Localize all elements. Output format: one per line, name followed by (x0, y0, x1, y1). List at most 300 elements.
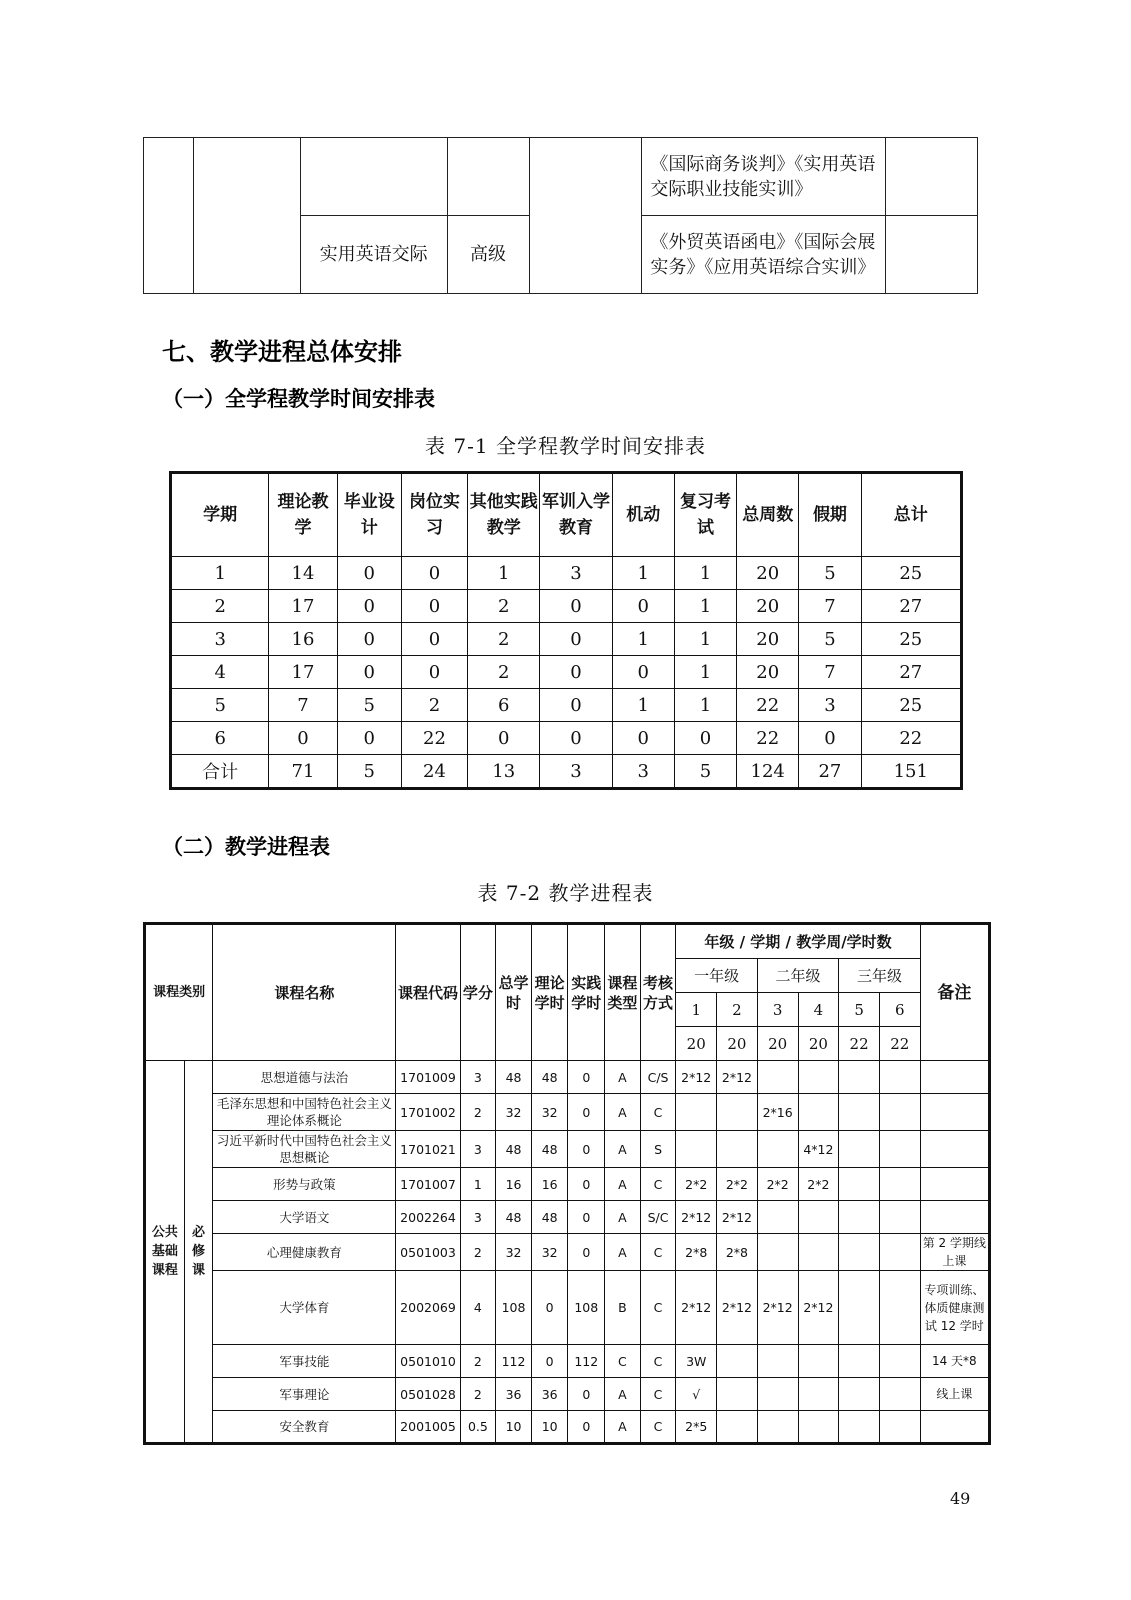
table-cell: 22 (737, 722, 799, 755)
table-cell: 20 (737, 557, 799, 590)
table-row (145, 1345, 990, 1378)
semester-6-hours (879, 1168, 920, 1201)
header-cell: 假期 (799, 473, 861, 557)
table-cell: 5 (799, 623, 861, 656)
practice-hours: 0 (568, 1201, 605, 1234)
practice-hours: 0 (568, 1094, 605, 1131)
table-cell: 17 (269, 590, 337, 623)
table-cell: 25 (861, 689, 961, 722)
subsection-title: （二）教学进程表 (162, 835, 330, 859)
course-name: 心理健康教育 (213, 1234, 396, 1271)
header-year-1: 一年级 (676, 959, 757, 993)
table-row (145, 1271, 990, 1345)
semester-4-hours (798, 1061, 839, 1094)
table-cell: 3 (799, 689, 861, 722)
total-hours: 10 (496, 1411, 532, 1444)
header-semester: 2 (717, 993, 758, 1027)
course-name: 形势与政策 (213, 1168, 396, 1201)
semester-6-hours (879, 1201, 920, 1234)
semester-4-hours: 2*12 (798, 1271, 839, 1345)
semester-5-hours (839, 1131, 880, 1168)
table-cell: 0 (269, 722, 337, 755)
header-schedule: 年级 / 学期 / 教学周/学时数 (676, 924, 920, 959)
header-cell: 总周数 (737, 473, 799, 557)
semester-6-hours (879, 1131, 920, 1168)
table-cell: 0 (337, 656, 401, 689)
semester-1-hours (676, 1131, 717, 1168)
practice-hours: 0 (568, 1234, 605, 1271)
table-row (145, 1168, 990, 1201)
header-semester: 3 (757, 993, 798, 1027)
exam-method: C (640, 1345, 676, 1378)
course-code: 0501010 (396, 1345, 460, 1378)
category-group: 公共基础课程 (145, 1061, 185, 1444)
practice-hours: 112 (568, 1345, 605, 1378)
exam-method: C (640, 1094, 676, 1131)
table-cell (144, 138, 194, 294)
table-row (171, 656, 962, 689)
semester-3-hours (757, 1061, 798, 1094)
header-theory-hours: 理论学时 (531, 924, 568, 1061)
semester-3-hours: 2*2 (757, 1168, 798, 1201)
table-row (171, 755, 962, 789)
table-cell: 7 (799, 590, 861, 623)
table-cell: 5 (337, 689, 401, 722)
table-cell: 13 (468, 755, 540, 789)
practice-hours: 0 (568, 1411, 605, 1444)
table-row (171, 722, 962, 755)
exam-method: C (640, 1411, 676, 1444)
course-code: 0501003 (396, 1234, 460, 1271)
table-cell: 2 (468, 623, 540, 656)
table-cell: 0 (540, 689, 612, 722)
table-row (145, 1061, 990, 1094)
table-row (145, 1234, 990, 1271)
table-cell: 5 (799, 557, 861, 590)
table-cell: 0 (799, 722, 861, 755)
table-cell: 6 (171, 722, 269, 755)
table-cell: 0 (401, 656, 467, 689)
table-cell: 1 (468, 557, 540, 590)
remark (920, 1201, 989, 1234)
practice-hours: 0 (568, 1131, 605, 1168)
table-cell: 20 (737, 590, 799, 623)
practice-hours: 0 (568, 1061, 605, 1094)
table-cell: 0 (468, 722, 540, 755)
table-cell: 5 (171, 689, 269, 722)
header-remark: 备注 (920, 924, 989, 1061)
table-cell: 5 (674, 755, 736, 789)
header-weeks: 20 (757, 1027, 798, 1061)
theory-hours: 48 (531, 1061, 568, 1094)
semester-5-hours (839, 1345, 880, 1378)
table-cell: 2 (468, 656, 540, 689)
table-cell: 2 (171, 590, 269, 623)
table-cell (447, 138, 529, 216)
table-cell: 5 (337, 755, 401, 789)
course-name: 安全教育 (213, 1411, 396, 1444)
remark (920, 1061, 989, 1094)
table-cell: 1 (674, 689, 736, 722)
practice-hours: 108 (568, 1271, 605, 1345)
semester-1-hours: 2*12 (676, 1061, 717, 1094)
table-row (145, 1378, 990, 1411)
course-name: 毛泽东思想和中国特色社会主义理论体系概论 (213, 1094, 396, 1131)
table-cell: 14 (269, 557, 337, 590)
table-header-row (171, 473, 962, 557)
teaching-progress-table (143, 922, 991, 1445)
course-code: 2001005 (396, 1411, 460, 1444)
course-code: 1701021 (396, 1131, 460, 1168)
theory-hours: 32 (531, 1094, 568, 1131)
semester-2-hours (717, 1131, 758, 1168)
semester-2-hours (717, 1378, 758, 1411)
table-cell: 22 (861, 722, 961, 755)
practice-hours: 0 (568, 1168, 605, 1201)
header-credit: 学分 (460, 924, 496, 1061)
header-year-3: 三年级 (839, 959, 920, 993)
course-name: 大学体育 (213, 1271, 396, 1345)
credit: 2 (460, 1345, 496, 1378)
table-cell: 124 (737, 755, 799, 789)
header-weeks: 22 (839, 1027, 880, 1061)
table-cell: 0 (540, 590, 612, 623)
header-cell: 总计 (861, 473, 961, 557)
exam-method: S (640, 1131, 676, 1168)
credit: 4 (460, 1271, 496, 1345)
course-type: A (605, 1201, 641, 1234)
table-cell: 0 (401, 590, 467, 623)
remark: 专项训练、体质健康测试 12 学时 (920, 1271, 989, 1345)
table-row (171, 557, 962, 590)
header-cell: 其他实践教学 (468, 473, 540, 557)
table-cell: 1 (612, 557, 674, 590)
course-code: 2002264 (396, 1201, 460, 1234)
table-cell: 1 (612, 623, 674, 656)
category-sub: 必修课 (184, 1061, 213, 1444)
table-cell: 24 (401, 755, 467, 789)
semester-4-hours (798, 1094, 839, 1131)
table-cell: 1 (171, 557, 269, 590)
semester-5-hours (839, 1061, 880, 1094)
credit: 3 (460, 1131, 496, 1168)
course-level-table (143, 137, 978, 294)
table-cell: 3 (171, 623, 269, 656)
table-row (145, 1094, 990, 1131)
table-cell: 25 (861, 557, 961, 590)
semester-4-hours: 4*12 (798, 1131, 839, 1168)
course-type: A (605, 1168, 641, 1201)
table-cell: 0 (337, 557, 401, 590)
table-cell: 0 (337, 590, 401, 623)
table-cell: 0 (540, 656, 612, 689)
course-code: 1701009 (396, 1061, 460, 1094)
semester-3-hours (757, 1131, 798, 1168)
course-name: 实用英语交际 (300, 216, 447, 294)
table-cell: 6 (468, 689, 540, 722)
table-cell: 3 (540, 755, 612, 789)
course-type: A (605, 1234, 641, 1271)
table-cell: 0 (337, 623, 401, 656)
exam-method: C (640, 1234, 676, 1271)
course-type: A (605, 1131, 641, 1168)
table-cell: 7 (269, 689, 337, 722)
total-hours: 48 (496, 1201, 532, 1234)
table-cell: 0 (401, 557, 467, 590)
table-cell: 16 (269, 623, 337, 656)
semester-4-hours (798, 1378, 839, 1411)
course-type: A (605, 1411, 641, 1444)
header-year-2: 二年级 (757, 959, 838, 993)
remark: 第 2 学期线上课 (920, 1234, 989, 1271)
course-code: 0501028 (396, 1378, 460, 1411)
course-name: 军事技能 (213, 1345, 396, 1378)
theory-hours: 48 (531, 1201, 568, 1234)
table-cell: 71 (269, 755, 337, 789)
semester-6-hours (879, 1094, 920, 1131)
semester-1-hours: 3W (676, 1345, 717, 1378)
table-row (145, 1131, 990, 1168)
course-type: A (605, 1094, 641, 1131)
table-row (171, 623, 962, 656)
semester-1-hours: 2*8 (676, 1234, 717, 1271)
header-category: 课程类别 (145, 924, 213, 1061)
table-cell: 3 (612, 755, 674, 789)
remark: 14 天*8 (920, 1345, 989, 1378)
remark (920, 1411, 989, 1444)
course-type: C (605, 1345, 641, 1378)
semester-1-hours: 2*12 (676, 1271, 717, 1345)
table-cell: 0 (540, 623, 612, 656)
credit: 2 (460, 1234, 496, 1271)
table-cell: 22 (737, 689, 799, 722)
table-cell: 25 (861, 623, 961, 656)
semester-2-hours (717, 1094, 758, 1131)
table-cell (886, 138, 978, 216)
course-name: 军事理论 (213, 1378, 396, 1411)
course-level: 高级 (447, 216, 529, 294)
table-cell (300, 138, 447, 216)
table-cell: 1 (674, 656, 736, 689)
practice-hours: 0 (568, 1378, 605, 1411)
semester-5-hours (839, 1411, 880, 1444)
header-semester: 1 (676, 993, 717, 1027)
table-cell: 2 (401, 689, 467, 722)
header-cell: 毕业设计 (337, 473, 401, 557)
total-hours: 48 (496, 1061, 532, 1094)
schedule-time-table (169, 471, 963, 790)
table-cell: 151 (861, 755, 961, 789)
table-cell: 27 (861, 656, 961, 689)
course-type: A (605, 1061, 641, 1094)
table-row (171, 689, 962, 722)
table-cell: 0 (612, 722, 674, 755)
header-weeks: 20 (798, 1027, 839, 1061)
semester-3-hours (757, 1378, 798, 1411)
table-cell: 17 (269, 656, 337, 689)
table-caption: 表 7-1 全学程教学时间安排表 (425, 434, 706, 458)
semester-2-hours: 2*12 (717, 1061, 758, 1094)
header-cell: 理论教学 (269, 473, 337, 557)
semester-2-hours: 2*12 (717, 1201, 758, 1234)
semester-2-hours (717, 1345, 758, 1378)
header-semester: 6 (879, 993, 920, 1027)
table-cell: 1 (612, 689, 674, 722)
header-weeks: 20 (676, 1027, 717, 1061)
header-cell: 岗位实习 (401, 473, 467, 557)
semester-6-hours (879, 1411, 920, 1444)
table-row (145, 1411, 990, 1444)
section-title: 七、教学进程总体安排 (162, 338, 402, 366)
table-cell: 2 (468, 590, 540, 623)
remark (920, 1168, 989, 1201)
textbook-list: 《外贸英语函电》《国际会展实务》《应用英语综合实训》 (642, 216, 886, 294)
header-weeks: 20 (717, 1027, 758, 1061)
semester-6-hours (879, 1061, 920, 1094)
remark (920, 1094, 989, 1131)
total-hours: 36 (496, 1378, 532, 1411)
header-course-type: 课程类型 (605, 924, 641, 1061)
semester-3-hours: 2*16 (757, 1094, 798, 1131)
semester-3-hours (757, 1345, 798, 1378)
textbook-list: 《国际商务谈判》《实用英语交际职业技能实训》 (642, 138, 886, 216)
header-cell: 复习考试 (674, 473, 736, 557)
table-cell: 0 (337, 722, 401, 755)
semester-4-hours (798, 1345, 839, 1378)
course-code: 1701002 (396, 1094, 460, 1131)
remark: 线上课 (920, 1378, 989, 1411)
total-hours: 112 (496, 1345, 532, 1378)
semester-2-hours (717, 1411, 758, 1444)
semester-1-hours (676, 1094, 717, 1131)
credit: 1 (460, 1168, 496, 1201)
semester-2-hours: 2*12 (717, 1271, 758, 1345)
semester-4-hours (798, 1201, 839, 1234)
header-cell: 机动 (612, 473, 674, 557)
course-code: 1701007 (396, 1168, 460, 1201)
semester-4-hours (798, 1411, 839, 1444)
header-semester: 5 (839, 993, 880, 1027)
course-name: 思想道德与法治 (213, 1061, 396, 1094)
credit: 0.5 (460, 1411, 496, 1444)
theory-hours: 10 (531, 1411, 568, 1444)
theory-hours: 36 (531, 1378, 568, 1411)
table-cell (193, 138, 300, 294)
header-cell: 学期 (171, 473, 269, 557)
exam-method: C (640, 1168, 676, 1201)
table-cell: 合计 (171, 755, 269, 789)
table-cell: 0 (612, 590, 674, 623)
semester-5-hours (839, 1201, 880, 1234)
credit: 2 (460, 1094, 496, 1131)
theory-hours: 0 (531, 1345, 568, 1378)
semester-1-hours: 2*12 (676, 1201, 717, 1234)
theory-hours: 48 (531, 1131, 568, 1168)
table-row (171, 590, 962, 623)
total-hours: 32 (496, 1234, 532, 1271)
semester-5-hours (839, 1094, 880, 1131)
table-cell: 1 (674, 557, 736, 590)
semester-6-hours (879, 1271, 920, 1345)
table-cell: 0 (612, 656, 674, 689)
total-hours: 32 (496, 1094, 532, 1131)
header-practice-hours: 实践学时 (568, 924, 605, 1061)
total-hours: 108 (496, 1271, 532, 1345)
semester-1-hours: 2*2 (676, 1168, 717, 1201)
table-cell: 0 (674, 722, 736, 755)
course-type: B (605, 1271, 641, 1345)
semester-6-hours (879, 1345, 920, 1378)
header-cell: 军训入学教育 (540, 473, 612, 557)
table-cell: 20 (737, 656, 799, 689)
semester-2-hours: 2*8 (717, 1234, 758, 1271)
remark (920, 1131, 989, 1168)
semester-5-hours (839, 1168, 880, 1201)
exam-method: S/C (640, 1201, 676, 1234)
course-name: 习近平新时代中国特色社会主义思想概论 (213, 1131, 396, 1168)
table-cell: 27 (799, 755, 861, 789)
semester-1-hours: √ (676, 1378, 717, 1411)
table-row (145, 1201, 990, 1234)
subsection-title: （一）全学程教学时间安排表 (162, 387, 435, 411)
header-course-name: 课程名称 (213, 924, 396, 1061)
semester-1-hours: 2*5 (676, 1411, 717, 1444)
semester-4-hours (798, 1234, 839, 1271)
credit: 2 (460, 1378, 496, 1411)
semester-5-hours (839, 1378, 880, 1411)
table-cell: 20 (737, 623, 799, 656)
credit: 3 (460, 1201, 496, 1234)
semester-3-hours (757, 1234, 798, 1271)
table-cell: 1 (674, 590, 736, 623)
page-number: 49 (950, 1489, 971, 1508)
header-semester: 4 (798, 993, 839, 1027)
course-code: 2002069 (396, 1271, 460, 1345)
total-hours: 16 (496, 1168, 532, 1201)
exam-method: C/S (640, 1061, 676, 1094)
semester-2-hours: 2*2 (717, 1168, 758, 1201)
semester-3-hours: 2*12 (757, 1271, 798, 1345)
semester-6-hours (879, 1378, 920, 1411)
semester-3-hours (757, 1411, 798, 1444)
theory-hours: 16 (531, 1168, 568, 1201)
table-caption: 表 7-2 教学进程表 (477, 881, 654, 905)
table-cell: 0 (540, 722, 612, 755)
semester-6-hours (879, 1234, 920, 1271)
header-course-code: 课程代码 (396, 924, 460, 1061)
theory-hours: 0 (531, 1271, 568, 1345)
table-cell: 7 (799, 656, 861, 689)
table-cell: 22 (401, 722, 467, 755)
table-cell (886, 216, 978, 294)
semester-3-hours (757, 1201, 798, 1234)
table-cell: 0 (401, 623, 467, 656)
theory-hours: 32 (531, 1234, 568, 1271)
course-name: 大学语文 (213, 1201, 396, 1234)
semester-5-hours (839, 1234, 880, 1271)
semester-4-hours: 2*2 (798, 1168, 839, 1201)
header-weeks: 22 (879, 1027, 920, 1061)
table-cell: 27 (861, 590, 961, 623)
table-cell: 4 (171, 656, 269, 689)
table-cell: 1 (674, 623, 736, 656)
course-type: A (605, 1378, 641, 1411)
header-exam-method: 考核方式 (640, 924, 676, 1061)
total-hours: 48 (496, 1131, 532, 1168)
semester-5-hours (839, 1271, 880, 1345)
exam-method: C (640, 1378, 676, 1411)
header-total-hours: 总学时 (496, 924, 532, 1061)
